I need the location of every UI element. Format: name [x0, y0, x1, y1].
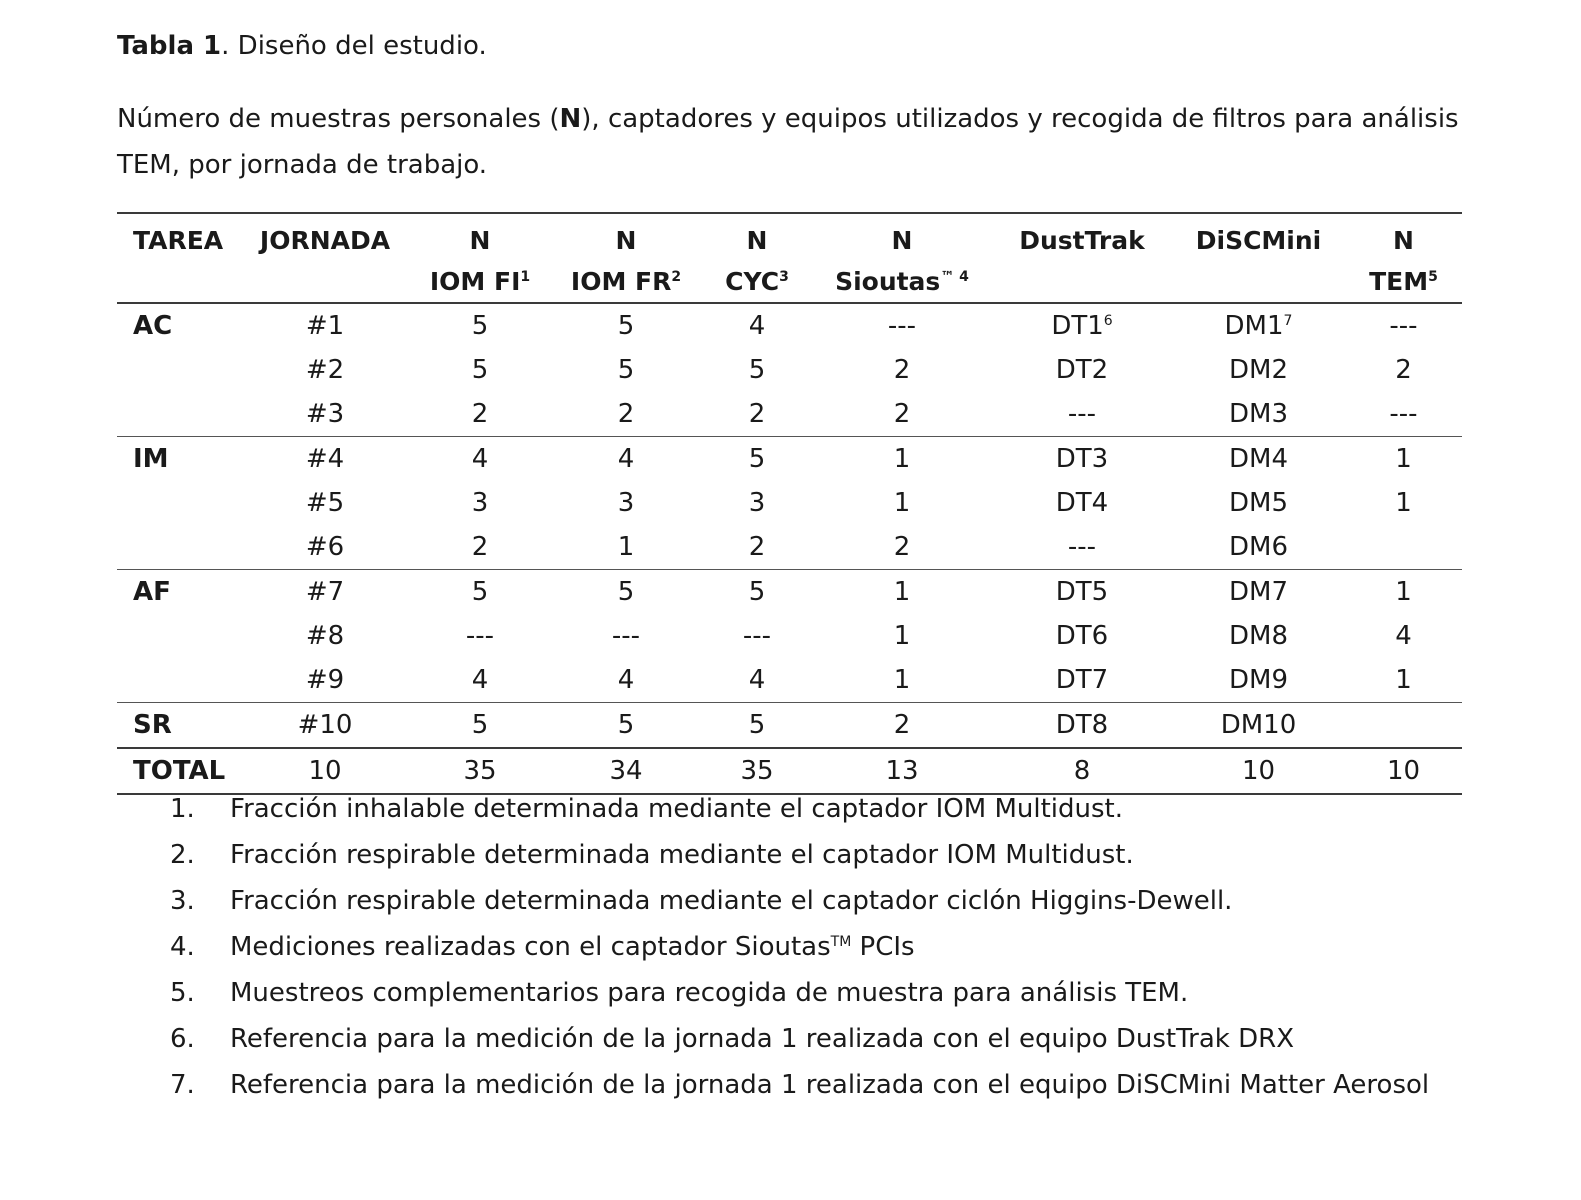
footnote-body: Muestreos complementarios para recogida de muestra para análisis TEM. [230, 978, 1189, 1008]
cell-jornada [240, 303, 410, 348]
cell-jornada [240, 392, 410, 437]
cell-sioutas [812, 703, 992, 749]
cell-value: 2 [893, 355, 911, 385]
cell-discmini [1172, 525, 1345, 570]
cell-value: AF [133, 577, 171, 607]
footnote-text [230, 878, 1470, 924]
cell-iom-fr [550, 703, 702, 749]
cell-value: 5 [471, 311, 489, 341]
cell-value: 1 [1395, 444, 1412, 474]
cell-value: 5 [617, 710, 635, 740]
footnote-item [170, 1016, 1470, 1062]
cell-discmini [1172, 703, 1345, 749]
cell-value: 1 [893, 621, 911, 651]
cell-value: DM8 [1229, 621, 1288, 651]
cell-value: #5 [305, 488, 345, 518]
cell-iom-fi [410, 481, 550, 525]
cell-value: DM5 [1229, 488, 1288, 518]
total-value: 10 [1386, 756, 1421, 786]
cell-dusttrak [992, 614, 1172, 658]
table-row [117, 348, 1462, 392]
cell-iom-fi [410, 348, 550, 392]
header-sublabel: IOM FR [570, 267, 672, 296]
header-cell [992, 213, 1172, 303]
cell-sioutas [812, 525, 992, 570]
cell-tem [1345, 525, 1462, 570]
cell-value: AC [133, 311, 173, 341]
header-sublabel: IOM FI [429, 267, 521, 296]
cell-value: #8 [305, 621, 345, 651]
cell-value: 1 [893, 665, 911, 695]
cell-tem [1345, 703, 1462, 749]
cell-jornada [240, 481, 410, 525]
cell-value: --- [1389, 311, 1418, 341]
header-sublabel: TEM [1369, 267, 1429, 296]
cell-value: DM7 [1229, 577, 1288, 607]
table-row [117, 570, 1462, 615]
cell-jornada [240, 437, 410, 482]
cell-iom-fr [550, 525, 702, 570]
cell-sioutas [812, 614, 992, 658]
table-body [117, 303, 1462, 794]
cell-dusttrak [992, 348, 1172, 392]
cell-tarea [117, 525, 240, 570]
header-label: N [891, 226, 913, 255]
cell-value: --- [1067, 399, 1097, 429]
cell-value: DM9 [1229, 665, 1288, 695]
footnote-number: 4. [170, 932, 195, 962]
cell-value: #2 [305, 355, 345, 385]
cell-value: 5 [471, 710, 489, 740]
cell-tem [1345, 614, 1462, 658]
header-label: DustTrak [1019, 226, 1145, 255]
caption-text-bold: N [559, 104, 582, 134]
cell-value: 4 [748, 665, 766, 695]
study-design-table [117, 212, 1462, 795]
header-cell [1172, 213, 1345, 303]
table-caption [117, 96, 1477, 188]
cell-value: 2 [748, 399, 766, 429]
cell-value: 2 [893, 532, 911, 562]
header-label: N [469, 226, 491, 255]
cell-value: 5 [617, 577, 635, 607]
cell-discmini [1172, 437, 1345, 482]
cell-value: 5 [748, 710, 766, 740]
cell-dusttrak [992, 570, 1172, 615]
cell-tem [1345, 437, 1462, 482]
cell-discmini [1172, 614, 1345, 658]
cell-discmini [1172, 303, 1345, 348]
cell-cyc [702, 481, 812, 525]
cell-value: 4 [471, 444, 489, 474]
cell-value: 1 [617, 532, 635, 562]
cell-jornada [240, 614, 410, 658]
cell-value: 4 [471, 665, 489, 695]
cell-tem [1345, 348, 1462, 392]
table-title-label: Tabla 1 [117, 31, 222, 61]
cell-tarea [117, 614, 240, 658]
header-cell [550, 213, 702, 303]
cell-iom-fr [550, 658, 702, 703]
cell-value: DT3 [1055, 444, 1109, 474]
cell-jornada [240, 703, 410, 749]
header-footnote-ref: 1 [520, 269, 531, 285]
cell-value: 3 [471, 488, 489, 518]
header-sublabel: Sioutas [835, 267, 941, 296]
cell-value: 1 [1395, 488, 1412, 518]
header-cell [410, 213, 550, 303]
cell-cyc [702, 614, 812, 658]
cell-iom-fr [550, 481, 702, 525]
cell-iom-fr [550, 614, 702, 658]
cell-sioutas [812, 481, 992, 525]
footnote-text [230, 1062, 1470, 1108]
footnote-number: 5. [170, 978, 195, 1008]
cell-cyc [702, 303, 812, 348]
footnote-text [230, 832, 1470, 878]
cell-value: 3 [617, 488, 635, 518]
footnote-number: 2. [170, 840, 195, 870]
cell-value: 4 [617, 665, 635, 695]
footnote-body: Fracción inhalable determinada mediante el captador IOM Multidust. [230, 794, 1123, 824]
cell-value: DT1 [1051, 311, 1104, 341]
cell-iom-fi [410, 658, 550, 703]
cell-value: DT7 [1055, 665, 1109, 695]
cell-iom-fi [410, 392, 550, 437]
footnote-text [230, 924, 1470, 970]
footnote-body: Referencia para la medición de la jornada 1 realizada con el equipo DustTrak DRX [230, 1024, 1295, 1054]
total-value: 13 [885, 756, 919, 786]
footnote-text [230, 786, 1470, 832]
header-cell [812, 213, 992, 303]
footnote-item [170, 1062, 1470, 1108]
cell-tarea [117, 348, 240, 392]
cell-tarea [117, 303, 240, 348]
cell-cyc [702, 703, 812, 749]
header-label: N [1393, 226, 1414, 255]
cell-value: 5 [748, 444, 766, 474]
cell-value: 5 [748, 355, 766, 385]
cell-tem [1345, 481, 1462, 525]
header-footnote-ref: 5 [1428, 269, 1438, 285]
cell-dusttrak [992, 392, 1172, 437]
cell-discmini [1172, 570, 1345, 615]
footnote-item [170, 786, 1470, 832]
cell-iom-fi [410, 614, 550, 658]
cell-dusttrak [992, 481, 1172, 525]
cell-tarea [117, 703, 240, 749]
table-row [117, 437, 1462, 482]
cell-jornada [240, 525, 410, 570]
cell-jornada [240, 658, 410, 703]
cell-iom-fi [410, 525, 550, 570]
cell-jornada [240, 570, 410, 615]
cell-discmini [1172, 348, 1345, 392]
cell-iom-fi [410, 570, 550, 615]
cell-cyc [702, 437, 812, 482]
cell-value: IM [133, 444, 169, 474]
table-row [117, 392, 1462, 437]
cell-value: DM1 [1224, 311, 1284, 341]
cell-discmini [1172, 481, 1345, 525]
cell-value: 2 [471, 532, 489, 562]
header-label: JORNADA [259, 226, 391, 255]
footnote-text [230, 1016, 1470, 1062]
cell-iom-fi [410, 303, 550, 348]
table-header-row [117, 213, 1462, 303]
cell-value: DT2 [1055, 355, 1109, 385]
cell-value: DM10 [1220, 710, 1297, 740]
footnote-body: Fracción respirable determinada mediante el captador IOM Multidust. [230, 840, 1134, 870]
cell-jornada [240, 348, 410, 392]
header-cell [702, 213, 812, 303]
footnote-item [170, 832, 1470, 878]
cell-value: 2 [893, 710, 911, 740]
header-footnote-ref: 3 [779, 269, 789, 285]
cell-cyc [702, 658, 812, 703]
cell-footnote-ref: 7 [1283, 313, 1293, 329]
table-row [117, 525, 1462, 570]
cell-value: DT8 [1055, 710, 1109, 740]
cell-iom-fr [550, 348, 702, 392]
cell-sioutas [812, 437, 992, 482]
cell-value: DM2 [1229, 355, 1288, 385]
cell-dusttrak [992, 703, 1172, 749]
cell-sioutas [812, 392, 992, 437]
cell-iom-fr [550, 570, 702, 615]
cell-value: 4 [1395, 621, 1412, 651]
caption-text-after: ), captadores y equipos utilizados y recogida de filtros para análisis TEM, por jornada de trabajo. [117, 104, 1459, 180]
cell-cyc [702, 392, 812, 437]
cell-cyc [702, 348, 812, 392]
footnote-number: 3. [170, 886, 195, 916]
cell-iom-fr [550, 437, 702, 482]
footnote-item [170, 970, 1470, 1016]
header-cell [117, 213, 240, 303]
cell-cyc [702, 570, 812, 615]
cell-value: 5 [617, 355, 635, 385]
cell-value: DT6 [1055, 621, 1109, 651]
cell-value: --- [1067, 532, 1097, 562]
total-value: 10 [1241, 756, 1276, 786]
total-value: 34 [609, 756, 643, 786]
footnote-item [170, 924, 1470, 970]
cell-value: #10 [297, 710, 353, 740]
cell-dusttrak [992, 437, 1172, 482]
cell-tarea [117, 392, 240, 437]
cell-tem [1345, 392, 1462, 437]
cell-tarea [117, 481, 240, 525]
cell-value: #9 [305, 665, 345, 695]
header-label: TAREA [133, 226, 224, 255]
cell-iom-fi [410, 437, 550, 482]
cell-value: 2 [748, 532, 766, 562]
footnote-number: 6. [170, 1024, 195, 1054]
total-value: 8 [1073, 756, 1091, 786]
cell-value: DM6 [1229, 532, 1288, 562]
cell-value: 1 [893, 444, 911, 474]
cell-value: #7 [305, 577, 345, 607]
cell-value: #4 [305, 444, 345, 474]
total-value: 35 [463, 756, 497, 786]
cell-value: 2 [893, 399, 911, 429]
cell-value: 2 [617, 399, 635, 429]
table-row [117, 703, 1462, 749]
cell-tem [1345, 658, 1462, 703]
cell-value: DT4 [1055, 488, 1109, 518]
cell-value: 2 [471, 399, 489, 429]
cell-sioutas [812, 348, 992, 392]
cell-value: #6 [305, 532, 345, 562]
cell-value: --- [742, 621, 772, 651]
footnote-body-after: PCIs [851, 932, 915, 962]
cell-footnote-ref: 6 [1103, 313, 1113, 329]
header-footnote-ref: 2 [671, 269, 682, 285]
cell-value: 1 [1395, 577, 1412, 607]
footnote-number: 7. [170, 1070, 195, 1100]
header-label: N [746, 226, 768, 255]
cell-sioutas [812, 303, 992, 348]
table-title-text: . Diseño del estudio. [221, 31, 487, 61]
footnote-body: Fracción respirable determinada mediante el captador ciclón Higgins-Dewell. [230, 886, 1233, 916]
cell-discmini [1172, 392, 1345, 437]
cell-dusttrak [992, 525, 1172, 570]
header-label: N [615, 226, 637, 255]
cell-value: 1 [1395, 665, 1412, 695]
cell-value: #3 [305, 399, 345, 429]
footnote-text [230, 970, 1470, 1016]
cell-dusttrak [992, 658, 1172, 703]
cell-discmini [1172, 658, 1345, 703]
cell-value: SR [133, 710, 172, 740]
cell-tarea [117, 658, 240, 703]
cell-iom-fi [410, 703, 550, 749]
header-footnote-ref: ™ 4 [940, 269, 969, 285]
cell-value: --- [465, 621, 495, 651]
header-label: DiSCMini [1195, 226, 1322, 255]
footnote-body: Referencia para la medición de la jornada 1 realizada con el equipo DiSCMini Matter Aerosol [230, 1070, 1430, 1100]
footnotes-list [170, 786, 1470, 1108]
cell-value: 5 [471, 577, 489, 607]
cell-value: 5 [748, 577, 766, 607]
table-row [117, 658, 1462, 703]
table-row [117, 481, 1462, 525]
header-sublabel: CYC [725, 267, 780, 296]
cell-sioutas [812, 658, 992, 703]
table-row [117, 614, 1462, 658]
cell-value: --- [887, 311, 917, 341]
cell-tarea [117, 570, 240, 615]
cell-tarea [117, 437, 240, 482]
header-cell [240, 213, 410, 303]
cell-value: DT5 [1055, 577, 1109, 607]
total-value: TOTAL [133, 756, 226, 786]
footnote-number: 1. [170, 794, 195, 824]
header-cell [1345, 213, 1462, 303]
cell-iom-fr [550, 392, 702, 437]
cell-value: DM4 [1229, 444, 1288, 474]
cell-value: 3 [748, 488, 766, 518]
cell-value: 1 [893, 577, 911, 607]
cell-cyc [702, 525, 812, 570]
footnote-body: Mediciones realizadas con el captador Sioutas [230, 932, 831, 962]
footnote-item [170, 878, 1470, 924]
cell-iom-fr [550, 303, 702, 348]
cell-value: #1 [305, 311, 345, 341]
total-value: 35 [740, 756, 774, 786]
cell-value: 2 [1395, 355, 1412, 385]
cell-value: 1 [893, 488, 911, 518]
footnote-trademark: TM [830, 934, 852, 950]
cell-value: 4 [617, 444, 635, 474]
table-title [117, 26, 487, 66]
cell-value: --- [611, 621, 641, 651]
cell-dusttrak [992, 303, 1172, 348]
table-row [117, 303, 1462, 348]
caption-text-before: Número de muestras personales ( [117, 104, 560, 134]
cell-value: 5 [471, 355, 489, 385]
cell-tem [1345, 303, 1462, 348]
cell-tem [1345, 570, 1462, 615]
cell-value: DM3 [1229, 399, 1288, 429]
total-value: 10 [308, 756, 342, 786]
cell-value: 4 [748, 311, 766, 341]
cell-value: --- [1389, 399, 1418, 429]
cell-sioutas [812, 570, 992, 615]
cell-value: 5 [617, 311, 635, 341]
